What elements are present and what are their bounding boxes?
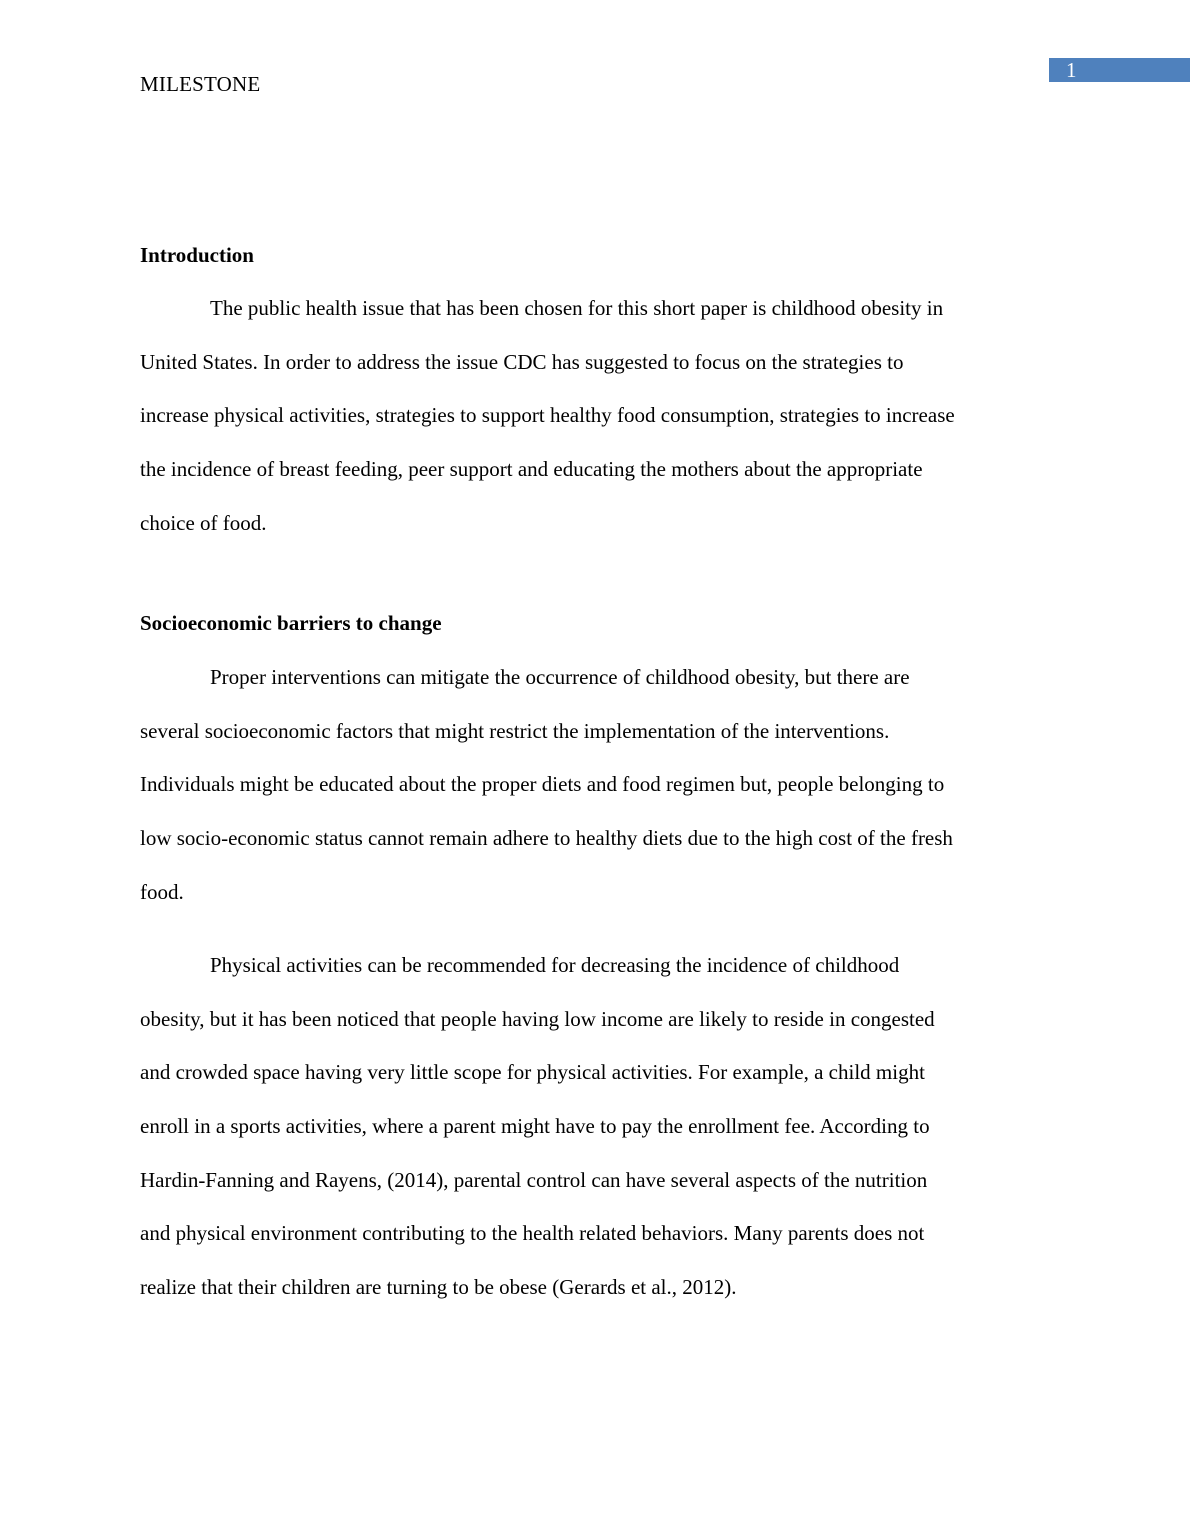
- page-number-bar: [1049, 58, 1190, 82]
- running-head: MILESTONE: [140, 72, 261, 96]
- text-line: low socio-economic status cannot remain adhere to healthy diets due to the high cost of the fresh: [140, 826, 953, 851]
- paragraph-introduction: [140, 295, 1050, 563]
- text-line: Proper interventions can mitigate the occurrence of childhood obesity, but there are: [210, 665, 910, 689]
- text-line: increase physical activities, strategies to support healthy food consumption, strategies to increase: [140, 403, 955, 428]
- paragraph-barriers-1: [140, 664, 1050, 932]
- text-line: and physical environment contributing to the health related behaviors. Many parents does not: [140, 1221, 925, 1246]
- text-line: Physical activities can be recommended for decreasing the incidence of childhood: [210, 953, 900, 977]
- text-line: United States. In order to address the issue CDC has suggested to focus on the strategies to: [140, 349, 904, 374]
- section-heading-socioeconomic-barriers: Socioeconomic barriers to change: [140, 611, 442, 635]
- text-line: food.: [140, 879, 184, 904]
- text-line: choice of food.: [140, 510, 267, 535]
- text-line: The public health issue that has been chosen for this short paper is childhood obesity in: [210, 296, 944, 320]
- text-line: Hardin-Fanning and Rayens, (2014), parental control can have several aspects of the nutrition: [140, 1167, 928, 1192]
- text-line: enroll in a sports activities, where a parent might have to pay the enrollment fee. According to: [140, 1114, 930, 1139]
- text-line: obesity, but it has been noticed that people having low income are likely to reside in congested: [140, 1006, 935, 1031]
- text-line: realize that their children are turning to be obese (Gerards et al., 2012).: [140, 1275, 737, 1300]
- text-line: Individuals might be educated about the proper diets and food regimen but, people belonging to: [140, 772, 945, 797]
- text-line: several socioeconomic factors that might restrict the implementation of the interventions.: [140, 718, 890, 743]
- paragraph-barriers-2: [140, 952, 1050, 1328]
- page-number: 1: [1066, 58, 1077, 82]
- text-line: and crowded space having very little scope for physical activities. For example, a child might: [140, 1060, 925, 1085]
- section-heading-introduction: Introduction: [140, 243, 254, 267]
- text-line: the incidence of breast feeding, peer support and educating the mothers about the appropriate: [140, 457, 923, 482]
